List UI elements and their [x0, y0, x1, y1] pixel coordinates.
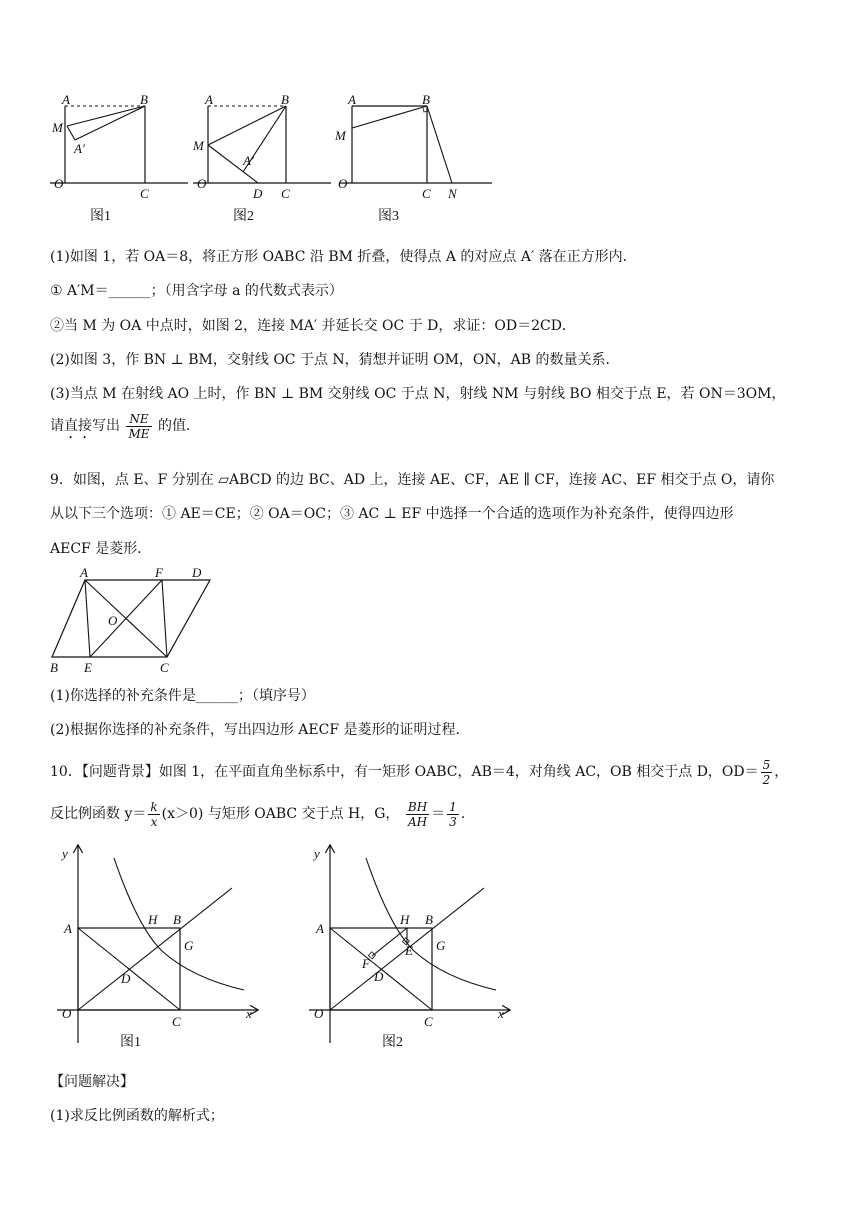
label-O: O	[108, 613, 118, 628]
figure-1-fold-square	[40, 88, 200, 228]
fraction-one-third: $\frac{1}{3}$	[449, 799, 457, 829]
q8-part2: (2)如图 3，作 BN ⊥ BM，交射线 OC 于点 N，猜想并证明 OM，ON，AB 的数量关系．	[50, 352, 620, 368]
label-C: C	[424, 1014, 433, 1029]
label-B: B	[173, 912, 181, 927]
label-M: M	[335, 128, 346, 143]
q8-part3-emphasis: 直接	[64, 418, 92, 434]
q8-part3-line2	[50, 408, 200, 444]
q10-part1: (1)求反比例函数的解析式；	[50, 1108, 224, 1124]
label-C: C	[172, 1014, 181, 1029]
label-A: A	[348, 92, 356, 107]
label-C: C	[140, 186, 149, 201]
label-C: C	[281, 186, 290, 201]
q10-stem-line1	[50, 752, 788, 792]
label-E: E	[405, 943, 413, 958]
label-O: O	[62, 1006, 72, 1021]
label-A: A	[205, 92, 213, 107]
q8-part1: (1)如图 1，若 OA＝8，将正方形 OABC 沿 BM 折叠，使得点 A 的对应点 A′ 落在正方形内．	[50, 249, 637, 265]
label-N: N	[448, 186, 457, 201]
label-F: F	[362, 956, 370, 971]
q9-stem-line2: 从以下三个选项：① AE＝CE；② OA＝OC；③ AC ⊥ EF 中选择一个合适的选项作为补充条件，使得四边形	[50, 506, 734, 522]
fraction-bh-over-ah: $\frac{BH}{AH}$	[407, 799, 428, 829]
label-G: G	[436, 938, 446, 953]
label-A-prime: A′	[74, 141, 85, 156]
label-D: D	[253, 186, 263, 201]
figure-1-caption: 图1	[90, 209, 111, 224]
q10-stem-line2-end: ．	[460, 806, 475, 822]
label-F: F	[155, 565, 163, 580]
label-C: C	[160, 660, 169, 675]
label-E: E	[84, 660, 92, 675]
q10-stem-line1-end: ，	[774, 764, 789, 780]
q9-stem-line3: AECF 是菱形．	[50, 541, 152, 557]
label-O: O	[54, 176, 64, 191]
figure-q10-1-coordinate	[52, 838, 270, 1054]
figure-2-fold-square	[183, 88, 343, 228]
q8-part3-mid: 写出	[92, 418, 120, 434]
q9-part2: (2)根据你选择的补充条件，写出四边形 AECF 是菱形的证明过程．	[50, 722, 470, 738]
label-D: D	[374, 969, 384, 984]
label-A-prime: A′	[243, 153, 254, 168]
q8-part3-post: 的值．	[157, 418, 200, 434]
q9-stem-line1: 9．如图，点 E、F 分别在 ▱ABCD 的边 BC、AD 上，连接 AE、CF，AE ∥ CF，连接 AC、EF 相交于点 O，请你	[50, 472, 775, 488]
fraction-ne-over-me: $\frac{NE}{ME}$	[128, 411, 150, 441]
fraction-k-over-x: $\frac{k}{x}$	[150, 799, 158, 829]
label-A: A	[64, 921, 72, 936]
label-x: x	[246, 1006, 252, 1021]
q10-stem-line2	[50, 794, 475, 834]
label-O: O	[314, 1006, 324, 1021]
figure-q10-1-caption: 图1	[120, 1035, 141, 1050]
label-A: A	[62, 92, 70, 107]
label-D: D	[121, 971, 131, 986]
q10-stem-line2-cond: (x＞0) 与矩形 OABC 交于点 H，G，	[161, 806, 400, 822]
q9-part1: (1)你选择的补充条件是______；（填序号）	[50, 688, 315, 704]
q8-part3-pre: 请	[50, 418, 64, 434]
label-D: D	[192, 565, 202, 580]
fraction-od: $\frac{5}{2}$	[762, 757, 771, 787]
label-y: y	[62, 846, 68, 861]
label-A: A	[316, 921, 324, 936]
figure-q10-2-caption: 图2	[382, 1035, 403, 1050]
q8-part3: (3)当点 M 在射线 AO 上时，作 BN ⊥ BM 交射线 OC 于点 N，射线 NM 与射线 BO 相交于点 E，若 ON＝3OM，	[50, 386, 786, 402]
label-O: O	[197, 176, 207, 191]
q8-part1-sub1: ① A′M＝______；（用含字母 a 的代数式表示）	[50, 283, 343, 299]
label-G: G	[184, 938, 194, 953]
label-B: B	[140, 92, 148, 107]
label-A: A	[80, 565, 88, 580]
label-x: x	[498, 1006, 504, 1021]
figure-parallelogram-abcd	[40, 560, 230, 675]
label-M: M	[193, 138, 204, 153]
figure-3-caption: 图3	[378, 209, 399, 224]
label-M: M	[52, 120, 63, 135]
label-B: B	[422, 92, 430, 107]
label-B: B	[425, 912, 433, 927]
q8-part1-sub2: ②当 M 为 OA 中点时，如图 2，连接 MA′ 并延长交 OC 于 D，求证：OD＝2CD．	[50, 318, 576, 334]
label-B: B	[50, 660, 58, 675]
label-H: H	[148, 912, 158, 927]
label-B: B	[281, 92, 289, 107]
q10-stem-line2-pre: 反比例函数 y＝	[50, 806, 147, 822]
figure-q10-2-coordinate	[304, 838, 522, 1054]
figure-2-caption: 图2	[233, 209, 254, 224]
label-y: y	[314, 846, 320, 861]
label-O: O	[338, 176, 348, 191]
q10-section-heading: 【问题解决】	[50, 1074, 134, 1090]
figure-3-square-perpendicular	[330, 88, 500, 228]
label-H: H	[400, 912, 410, 927]
q10-equals: ＝	[431, 806, 446, 822]
q10-stem-line1-text: 10．【问题背景】如图 1，在平面直角坐标系中，有一矩形 OABC，AB＝4，对角线 AC，OB 相交于点 D，OD＝	[50, 764, 759, 780]
label-C: C	[422, 186, 431, 201]
